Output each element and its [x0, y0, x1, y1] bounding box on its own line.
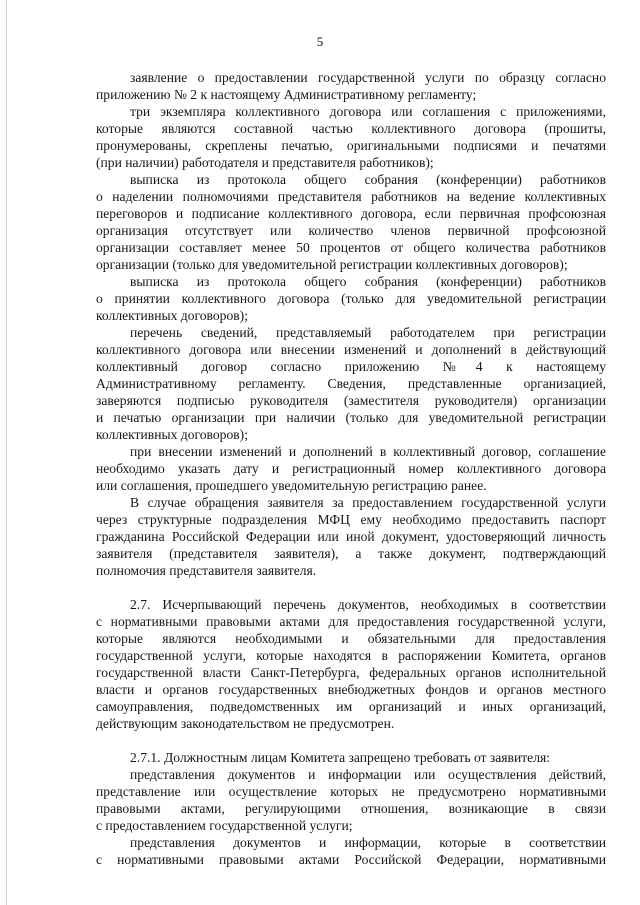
text-line: выписка из протокола общего собрания (конференции) работников — [130, 172, 606, 187]
text-line: переговоров и подписание коллективного договора, если первичная профсоюзная — [96, 206, 606, 221]
text-line: государственной услуги, которые находятся в распоряжении Комитета, органов — [96, 648, 606, 663]
text-line: коллективного договора или внесении изменений и дополнений в действующий — [96, 342, 606, 357]
text-line: заявителя (представителя заявителя), а также документ, подтверждающий — [96, 546, 606, 561]
text-line: которые являются составной частью коллективного договора (прошиты, — [96, 121, 606, 136]
text-line: представление или осуществление которых не предусмотрено нормативными — [96, 784, 606, 799]
page-number: 5 — [316, 34, 324, 49]
text-line: о принятии коллективного договора (только для уведомительной регистрации — [96, 291, 606, 306]
text-line: три экземпляра коллективного договора или соглашения с приложениями, — [130, 104, 606, 119]
text-line: власти и органов государственных внебюджетных фондов и органов местного — [96, 682, 606, 697]
text-line: организации (только для уведомительной регистрации коллективных договоров); — [96, 257, 568, 272]
scan-edge-line — [6, 0, 7, 905]
text-line: правовыми актами, регулирующими отношения, возникающие в связи — [96, 801, 606, 816]
text-line: при внесении изменений и дополнений в коллективный договор, соглашение — [130, 444, 606, 459]
text-line: гражданина Российской Федерации или иной документ, удостоверяющий личность — [96, 529, 606, 544]
text-line: коллективных договоров); — [96, 427, 248, 442]
text-line: 2.7.1. Должностным лицам Комитета запрещено требовать от заявителя: — [130, 750, 551, 765]
text-line: государственной власти Санкт-Петербурга, федеральных органов исполнительной — [96, 665, 606, 680]
text-line: с нормативными правовыми актами Российской Федерации, нормативными — [96, 852, 606, 867]
text-line: организация отсутствует или количество членов первичной профсоюзной — [96, 223, 606, 238]
text-line: действующим законодательством не предусмотрен. — [96, 716, 395, 731]
text-line: пронумерованы, скреплены печатью, оригинальными подписями и печатями — [96, 138, 606, 153]
text-line: В случае обращения заявителя за предоставлением государственной услуги — [130, 495, 606, 510]
text-line: о наделении полномочиями представителя работников на ведение коллективных — [96, 189, 606, 204]
text-line: организации составляет менее 50 процентов от общего количества работников — [96, 240, 606, 255]
text-line: (при наличии) работодателя и представителя работников); — [96, 155, 434, 170]
text-line: и печатью организации при наличии (только для уведомительной регистрации — [96, 410, 606, 425]
text-line: с предоставлением государственной услуги; — [96, 818, 353, 833]
text-line: которые являются необходимыми и обязательными для предоставления — [96, 631, 606, 646]
text-line: заверяются подписью руководителя (заместителя руководителя) организации — [96, 393, 606, 408]
text-line: заявление о предоставлении государственной услуги по образцу согласно — [130, 70, 606, 85]
text-line: приложению № 2 к настоящему Административному регламенту; — [96, 87, 477, 102]
text-line: полномочия представителя заявителя. — [96, 563, 317, 578]
text-line: или соглашения, прошедшего уведомительную регистрацию ранее. — [96, 478, 487, 493]
text-line: представления документов и информации или осуществления действий, — [130, 767, 606, 782]
text-line: перечень сведений, представляемый работодателем при регистрации — [130, 325, 606, 340]
text-line: выписка из протокола общего собрания (конференции) работников — [130, 274, 606, 289]
text-line: коллективный договор согласно приложению №4 к настоящему — [96, 359, 606, 374]
text-line: 2.7. Исчерпывающий перечень документов, необходимых в соответствии — [130, 597, 606, 612]
text-line: представления документов и информации, которые в соответствии — [130, 835, 606, 850]
text-line: через структурные подразделения МФЦ ему необходимо предоставить паспорт — [96, 512, 606, 527]
text-line: с нормативными правовыми актами для предоставления государственной услуги, — [96, 614, 606, 629]
text-line: необходимо указать дату и регистрационный номер коллективного договора — [96, 461, 606, 476]
text-line: Административному регламенту. Сведения, представленные организацией, — [96, 376, 606, 391]
text-line: коллективных договоров); — [96, 308, 248, 323]
text-line: самоуправления, подведомственных им организаций и иных организаций, — [96, 699, 606, 714]
